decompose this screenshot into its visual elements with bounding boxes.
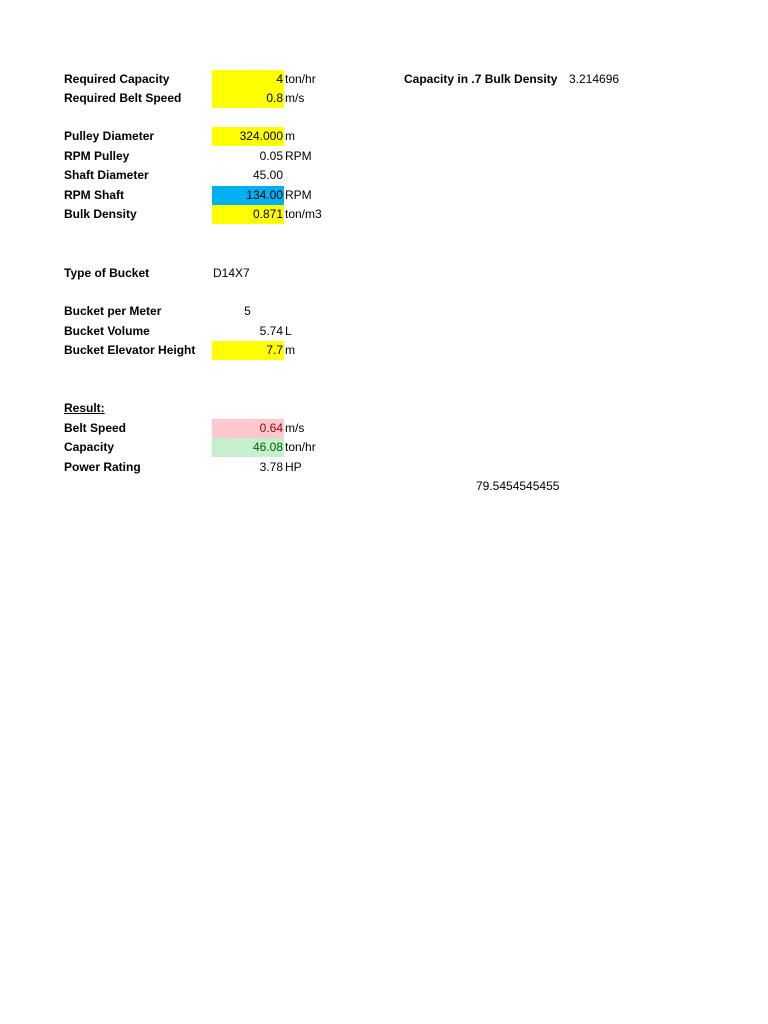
bucket-elevator-height-unit: m	[285, 343, 295, 357]
result-belt-speed-cell[interactable]: 0.64	[212, 419, 284, 438]
row-rpm-pulley	[0, 147, 768, 166]
pulley-diameter-cell[interactable]: 324.000	[212, 127, 284, 146]
bucket-per-meter-label: Bucket per Meter	[64, 304, 162, 318]
row-required-belt-speed	[0, 89, 768, 108]
result-power-rating-label: Power Rating	[64, 460, 141, 474]
shaft-diameter-label: Shaft Diameter	[64, 168, 149, 182]
result-belt-speed-unit: m/s	[285, 421, 305, 435]
bulk-density-label: Bulk Density	[64, 207, 137, 221]
rpm-pulley-unit: RPM	[285, 149, 312, 163]
rpm-pulley-cell[interactable]: 0.05	[259, 149, 283, 163]
row-required-capacity	[0, 70, 768, 89]
required-capacity-label: Required Capacity	[64, 72, 170, 86]
required-capacity-cell[interactable]: 4	[212, 70, 284, 89]
shaft-diameter-cell[interactable]: 45.00	[252, 168, 283, 182]
rpm-shaft-label: RPM Shaft	[64, 188, 124, 202]
row-rpm-shaft	[0, 186, 768, 205]
bucket-per-meter-cell[interactable]: 5	[244, 304, 251, 318]
type-of-bucket-label: Type of Bucket	[64, 266, 150, 280]
result-capacity-label: Capacity	[64, 440, 115, 454]
pulley-diameter-label: Pulley Diameter	[64, 129, 155, 143]
bucket-volume-unit: L	[285, 324, 292, 338]
capacity-bulk-density-label: Capacity in .7 Bulk Density	[404, 72, 558, 86]
result-capacity-cell[interactable]: 46.08	[212, 438, 284, 457]
capacity-bulk-density-value[interactable]: 3.214696	[569, 72, 620, 86]
bucket-elevator-height-label: Bucket Elevator Height	[64, 343, 196, 357]
extra-value-cell[interactable]: 79.5454545455	[476, 479, 560, 493]
type-of-bucket-cell[interactable]: D14X7	[213, 266, 250, 280]
row-pulley-diameter	[0, 127, 768, 146]
result-heading: Result:	[64, 401, 105, 415]
result-power-rating-unit: HP	[285, 460, 302, 474]
row-bucket-elevator-height	[0, 341, 768, 360]
row-result-power-rating	[0, 458, 768, 477]
rpm-shaft-unit: RPM	[285, 188, 312, 202]
row-result-capacity	[0, 438, 768, 457]
rpm-shaft-cell[interactable]: 134.00	[212, 186, 284, 205]
row-extra-value	[0, 477, 768, 496]
row-shaft-diameter	[0, 166, 768, 185]
bucket-volume-cell[interactable]: 5.74	[259, 324, 283, 338]
bulk-density-unit: ton/m3	[285, 207, 322, 221]
required-capacity-unit: ton/hr	[285, 72, 316, 86]
row-bulk-density	[0, 205, 768, 224]
pulley-diameter-unit: m	[285, 129, 295, 143]
rpm-pulley-label: RPM Pulley	[64, 149, 130, 163]
result-power-rating-cell[interactable]: 3.78	[259, 460, 283, 474]
row-type-of-bucket	[0, 264, 768, 283]
bucket-volume-label: Bucket Volume	[64, 324, 150, 338]
required-belt-speed-label: Required Belt Speed	[64, 91, 182, 105]
required-belt-speed-unit: m/s	[285, 91, 305, 105]
result-capacity-unit: ton/hr	[285, 440, 316, 454]
row-result-belt-speed	[0, 419, 768, 438]
bucket-elevator-height-cell[interactable]: 7.7	[212, 341, 284, 360]
row-result-heading	[0, 399, 768, 418]
bulk-density-cell[interactable]: 0.871	[212, 205, 284, 224]
required-belt-speed-cell[interactable]: 0.8	[212, 89, 284, 108]
result-belt-speed-label: Belt Speed	[64, 421, 127, 435]
row-bucket-volume	[0, 322, 768, 341]
row-bucket-per-meter	[0, 302, 768, 321]
